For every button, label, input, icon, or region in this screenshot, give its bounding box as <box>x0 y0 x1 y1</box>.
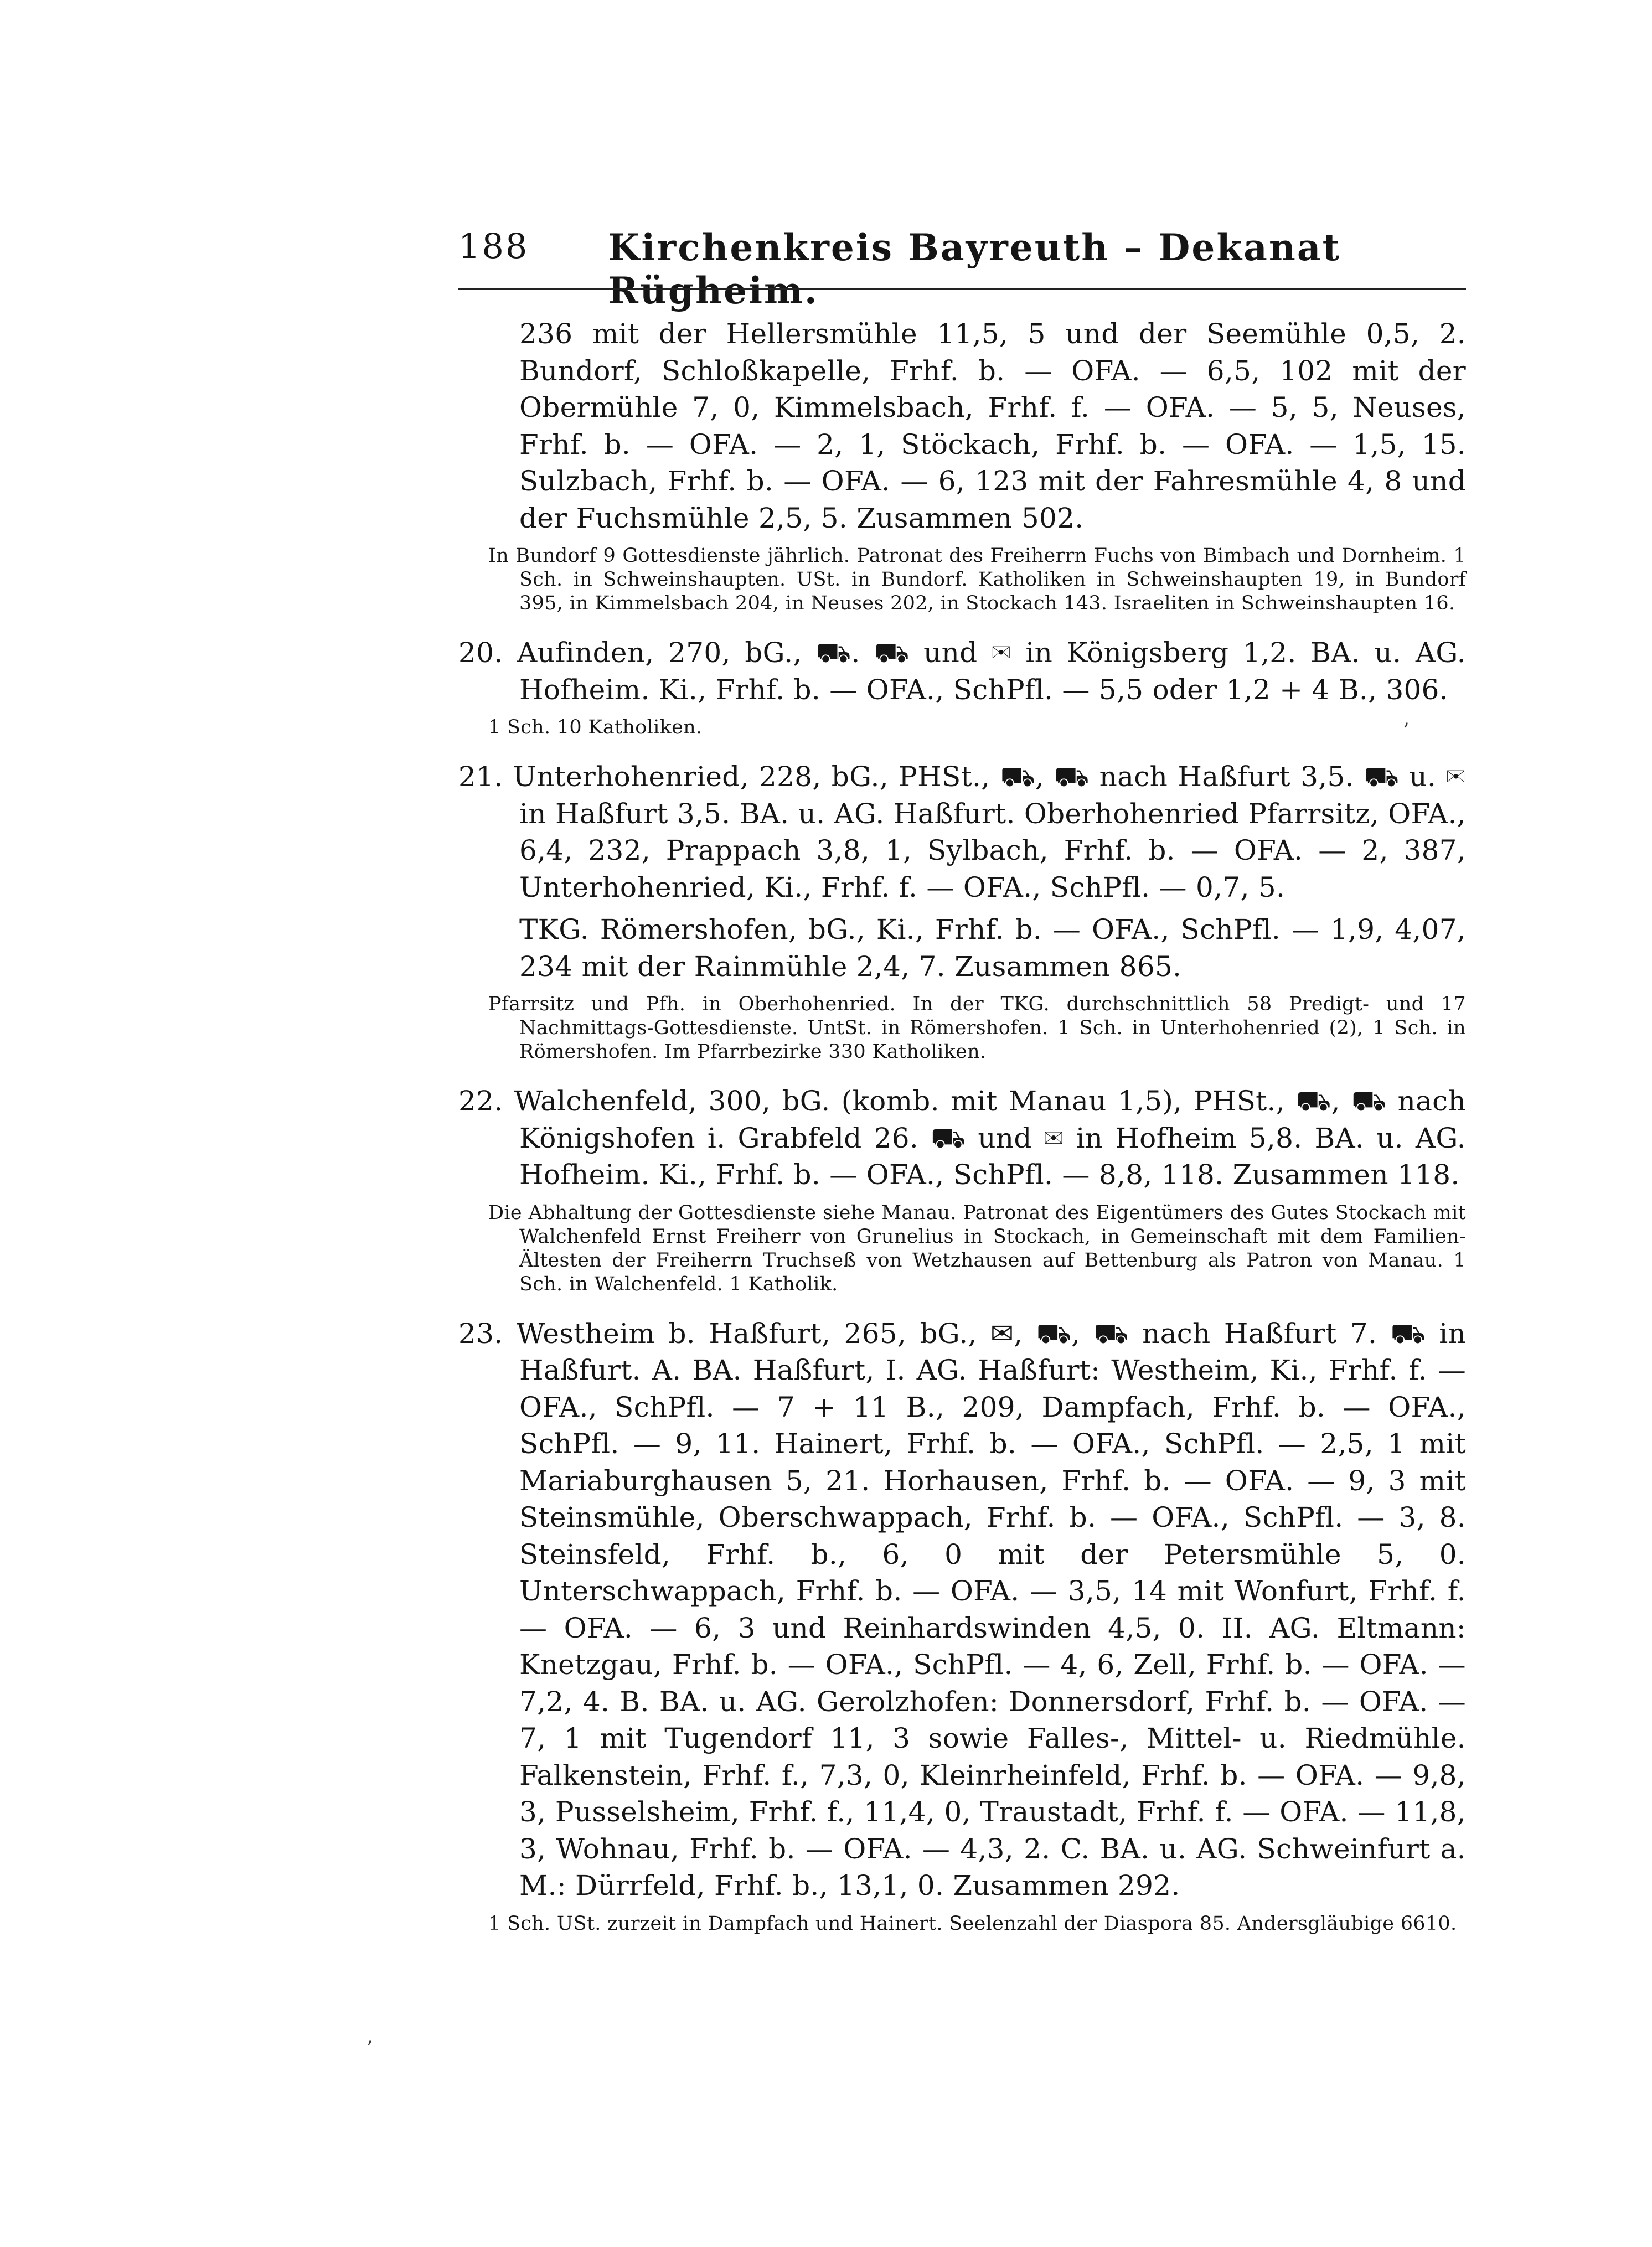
page-header <box>458 226 1466 312</box>
stray-mark: ’ <box>366 2037 373 2060</box>
running-title: Kirchenkreis Bayreuth – Dekanat Rügheim. <box>608 226 1341 312</box>
entry-note: 1 Sch. 10 Katholiken. <box>488 716 703 738</box>
continuation-block <box>458 316 1466 536</box>
continuation-note: In Bundorf 9 Gottesdienste jährlich. Patronat des Freiherrn Fuchs von Bimbach und Dornheim. 1 Sch. in Schweinshaupten. USt. in Bundorf. Katholiken in Schweinshaupten 19, in Bundorf 395, in Kimmelsbach 204, in Neuses 202, in Stockach 143. Israeliten in Schweinshaupten 16. <box>488 545 1466 614</box>
entry-22 <box>458 1083 1466 1296</box>
entry-note: 1 Sch. USt. zurzeit in Dampfach und Hainert. Seelenzahl der Diaspora 85. Andersgläubige 6610. <box>488 1912 1457 1935</box>
entry-note: Die Abhaltung der Gottesdienste siehe Manau. Patronat des Eigentümers des Gutes Stockach mit Walchenfeld Ernst Freiherr von Grunelius in Stockach, in Gemeinschaft mit dem Familien-Ältesten der Freiherrn Truchseß von Wetzhausen auf Bettenburg als Patron von Manau. 1 Sch. in Walchenfeld. 1 Katholik. <box>488 1201 1466 1295</box>
entry-subparagraph: TKG. Römershofen, bG., Ki., Frhf. b. — OFA., SchPfl. — 1,9, 4,07, 234 mit der Rainmühle 2,4, 7. Zusammen 865. <box>519 913 1466 983</box>
page-body <box>458 316 1466 1936</box>
entry-text: 20. Aufinden, 270, bG., ⛟. ⛟ und ✉ in Königsberg 1,2. BA. u. AG. Hofheim. Ki., Frhf. b. — OFA., SchPfl. — 5,5 oder 1,2 + 4 B., 306. <box>458 637 1466 706</box>
entry-23 <box>458 1315 1466 1936</box>
stray-mark: ’ <box>1403 720 1410 742</box>
header-rule <box>458 288 1466 290</box>
page-number: 188 <box>458 226 529 266</box>
entry-20 <box>458 634 1466 740</box>
entry-text: 23. Westheim b. Haßfurt, 265, bG., ✉, ⛟, ⛟ nach Haßfurt 7. ⛟ in Haßfurt. A. BA. Haßfurt, I. AG. Haßfurt: Westheim, Ki., Frhf. f. — OFA., SchPfl. — 7 + 11 B., 209, Dampfach, Frhf. b. — OFA., SchPfl. — 9, 11. Hainert, Frhf. b. — OFA., SchPfl. — 2,5, 1 mit Mariaburghausen 5, 21. Horhausen, Frhf. b. — OFA. — 9, 3 mit Steinsmühle, Oberschwappach, Frhf. b. — OFA., SchPfl. — 3, 8. Steinsfeld, Frhf. b., 6, 0 mit der Petersmühle 5, 0. Unterschwappach, Frhf. b. — OFA. — 3,5, 14 mit Wonfurt, Frhf. f. — OFA. — 6, 3 und Reinhardswinden 4,5, 0. II. AG. Eltmann: Knetzgau, Frhf. b. — OFA., SchPfl. — 4, 6, Zell, Frhf. b. — OFA. — 7,2, 4. B. BA. u. AG. Gerolzhofen: Donnersdorf, Frhf. b. — OFA. — 7, 1 mit Tugendorf 11, 3 sowie Falles-, Mittel- u. Riedmühle. Falkenstein, Frhf. f., 7,3, 0, Kleinrheinfeld, Frhf. b. — OFA. — 9,8, 3, Pusselsheim, Frhf. f., 11,4, 0, Traustadt, Frhf. f. — OFA. — 11,8, 3, Wohnau, Frhf. b. — OFA. — 4,3, 2. C. BA. u. AG. Schweinfurt a. M.: Dürrfeld, Frhf. b., 13,1, 0. Zusammen 292. <box>458 1317 1466 1902</box>
entry-21 <box>458 758 1466 1064</box>
entry-note: Pfarrsitz und Pfh. in Oberhohenried. In der TKG. durchschnittlich 58 Predigt- und 17 Nachmittags-Gottesdienste. UntSt. in Römershofen. 1 Sch. in Unterhohenried (2), 1 Sch. in Römershofen. Im Pfarrbezirke 330 Katholiken. <box>488 993 1466 1063</box>
entry-text: 22. Walchenfeld, 300, bG. (komb. mit Manau 1,5), PHSt., ⛟, ⛟ nach Königshofen i. Grabfeld 26. ⛟ und ✉ in Hofheim 5,8. BA. u. AG. Hofheim. Ki., Frhf. b. — OFA., SchPfl. — 8,8, 118. Zusammen 118. <box>458 1085 1466 1191</box>
entry-text: 21. Unterhohenried, 228, bG., PHSt., ⛟, ⛟ nach Haßfurt 3,5. ⛟ u. ✉ in Haßfurt 3,5. BA. u. AG. Haßfurt. Oberhohenried Pfarrsitz, OFA., 6,4, 232, Prappach 3,8, 1, Sylbach, Frhf. b. — OFA. — 2, 387, Unterhohenried, Ki., Frhf. f. — OFA., SchPfl. — 0,7, 5. <box>458 761 1466 903</box>
continuation-text: 236 mit der Hellersmühle 11,5, 5 und der Seemühle 0,5, 2. Bundorf, Schloßkapelle, Frhf. b. — OFA. — 6,5, 102 mit der Obermühle 7, 0, Kimmelsbach, Frhf. f. — OFA. — 5, 5, Neuses, Frhf. b. — OFA. — 2, 1, Stöckach, Frhf. b. — OFA. — 1,5, 15. Sulzbach, Frhf. b. — OFA. — 6, 123 mit der Fahresmühle 4, 8 und der Fuchsmühle 2,5, 5. Zusammen 502. <box>519 318 1466 534</box>
